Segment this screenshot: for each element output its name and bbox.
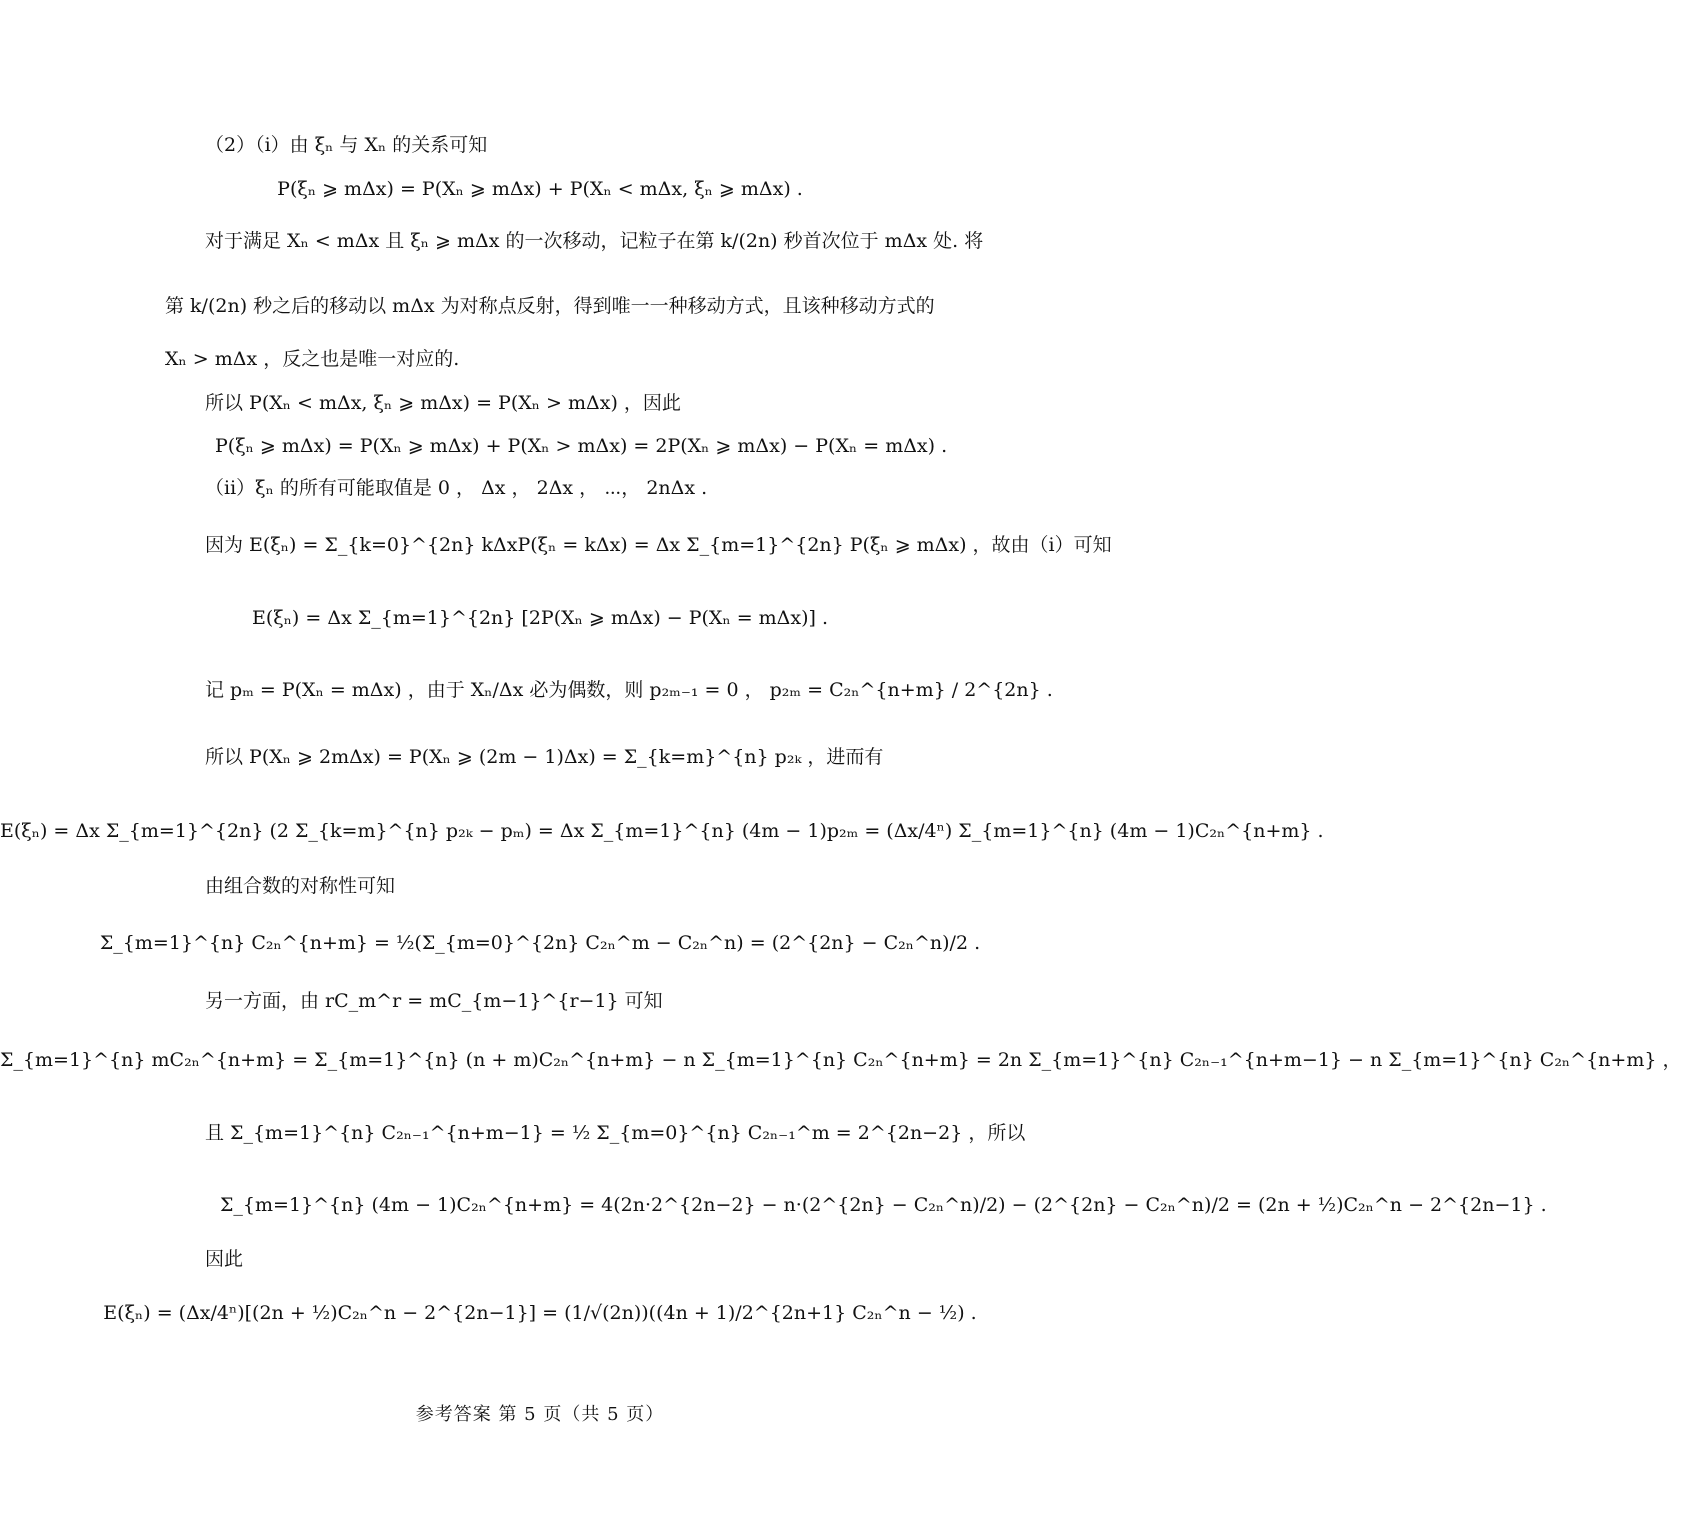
solution-line: Σ_{m=1}^{n} C₂ₙ^{n+m} = ½(Σ_{m=0}^{2n} C₂ₙ^m − C₂ₙ^n) = (2^{2n} − C₂ₙ^n)/2 . — [99, 932, 981, 954]
solution-line: P(ξₙ ⩾ mΔx) = P(Xₙ ⩾ mΔx) + P(Xₙ > mΔx) = 2P(Xₙ ⩾ mΔx) − P(Xₙ = mΔx) . — [215, 435, 948, 457]
solution-line: 因为 E(ξₙ) = Σ_{k=0}^{2n} kΔxP(ξₙ = kΔx) = Δx Σ_{m=1}^{2n} P(ξₙ ⩾ mΔx) ，故由（ⅰ）可知 — [205, 534, 1112, 556]
solution-line: P(ξₙ ⩾ mΔx) = P(Xₙ ⩾ mΔx) + P(Xₙ < mΔx, ξₙ ⩾ mΔx) . — [277, 178, 803, 200]
solution-line: 对于满足 Xₙ < mΔx 且 ξₙ ⩾ mΔx 的一次移动，记粒子在第 k/(2n) 秒首次位于 mΔx 处. 将 — [205, 230, 984, 252]
solution-line: E(ξₙ) = Δx Σ_{m=1}^{2n} (2 Σ_{k=m}^{n} p₂ₖ − pₘ) = Δx Σ_{m=1}^{n} (4m − 1)p₂ₘ = (Δx/4ⁿ) Σ_{m=1}^{n} (4m − 1)C₂ₙ^{n+m} . — [0, 820, 1324, 842]
solution-line: Σ_{m=1}^{n} mC₂ₙ^{n+m} = Σ_{m=1}^{n} (n + m)C₂ₙ^{n+m} − n Σ_{m=1}^{n} C₂ₙ^{n+m} = 2n Σ_{m=1}^{n} C₂ₙ₋₁^{n+m−1} − n Σ_{m=1}^{n} C₂ₙ^{n+m} ， — [0, 1049, 1681, 1071]
solution-line: （2）（ⅰ）由 ξₙ 与 Xₙ 的关系可知 — [205, 134, 488, 156]
solution-line: 另一方面，由 rC_m^r = mC_{m−1}^{r−1} 可知 — [205, 990, 663, 1012]
solution-line: 由组合数的对称性可知 — [205, 875, 396, 897]
solution-line: Xₙ > mΔx ，反之也是唯一对应的. — [165, 348, 460, 370]
solution-line: 且 Σ_{m=1}^{n} C₂ₙ₋₁^{n+m−1} = ½ Σ_{m=0}^{n} C₂ₙ₋₁^m = 2^{2n−2} ，所以 — [205, 1122, 1026, 1144]
solution-line: （ⅱ）ξₙ 的所有可能取值是 0 ， Δx ， 2Δx ， ⋯， 2nΔx . — [205, 477, 708, 499]
solution-line: E(ξₙ) = Δx Σ_{m=1}^{2n} [2P(Xₙ ⩾ mΔx) − P(Xₙ = mΔx)] . — [251, 607, 829, 629]
page-footer: 参考答案 第 5 页（共 5 页） — [415, 1404, 665, 1425]
solution-line: 所以 P(Xₙ ⩾ 2mΔx) = P(Xₙ ⩾ (2m − 1)Δx) = Σ_{k=m}^{n} p₂ₖ ，进而有 — [205, 746, 884, 768]
solution-line: Σ_{m=1}^{n} (4m − 1)C₂ₙ^{n+m} = 4(2n·2^{2n−2} − n·(2^{2n} − C₂ₙ^n)/2) − (2^{2n} − C₂ₙ^n)/2 = (2n + ½)C₂ₙ^n − 2^{2n−1} . — [220, 1194, 1547, 1216]
solution-line: 记 pₘ = P(Xₙ = mΔx) ，由于 Xₙ/Δx 必为偶数，则 p₂ₘ₋₁ = 0 ， p₂ₘ = C₂ₙ^{n+m} / 2^{2n} . — [205, 679, 1053, 701]
solution-line: 第 k/(2n) 秒之后的移动以 mΔx 为对称点反射，得到唯一一种移动方式，且该种移动方式的 — [165, 295, 935, 317]
solution-line: 所以 P(Xₙ < mΔx, ξₙ ⩾ mΔx) = P(Xₙ > mΔx) ，因此 — [205, 392, 681, 414]
solution-line: 因此 — [205, 1248, 244, 1270]
solution-line: E(ξₙ) = (Δx/4ⁿ)[(2n + ½)C₂ₙ^n − 2^{2n−1}] = (1/√(2n))((4n + 1)/2^{2n+1} C₂ₙ^n − ½) . — [103, 1302, 977, 1324]
